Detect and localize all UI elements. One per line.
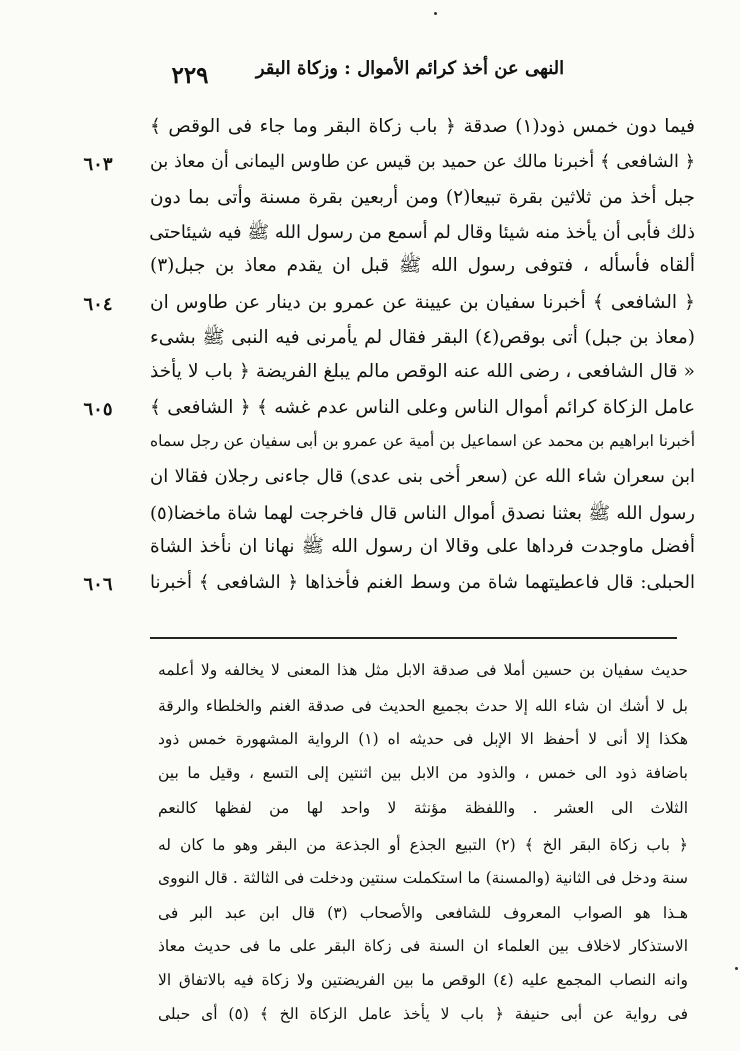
main-text-line: أخبرنا ابراهيم بن محمد عن اسماعيل بن أمية عن عمرو بن أبى سفيان عن رجل سماه bbox=[150, 432, 695, 450]
hadith-number: ٦٠٤ bbox=[83, 294, 113, 315]
hadith-number: ٦٠٣ bbox=[83, 154, 113, 175]
main-text-line: رسول الله ﷺ بعثنا نصدق أموال الناس قال فاخرجت لهما شاة ماخضا(٥) bbox=[150, 503, 695, 524]
main-text-line: أفضل ماوجدت فرداها على وقالا ان رسول الله ﷺ نهانا ان نأخذ الشاة bbox=[150, 536, 695, 557]
footnote-line: الاستذكار لاخلاف بين العلماء ان السنة فى زكاة البقر على ما فى حديث معاذ bbox=[158, 937, 688, 955]
footnote-line: وانه النصاب المجمع عليه (٤) الوقص ما بين الفريضتين ولا زكاة فيه بالاتفاق الا bbox=[158, 971, 688, 989]
footnote-line: هكذا إلا أنى لا أحفظ الا الإبل فى حديثه اه (١) الرواية المشهورة خمس ذود bbox=[158, 730, 688, 748]
running-header: النهى عن أخذ كرائم الأموال : وزكاة البقر bbox=[255, 58, 565, 79]
footnote-line: ﴿ باب زكاة البقر الخ ﴾ (٢) التبيع الجذع أو الجذعة من البقر وهو ما كان له bbox=[158, 836, 688, 854]
hadith-number: ٦٠٦ bbox=[83, 574, 113, 595]
footnote-line: الثلاث الى العشر . واللفظة مؤنثة لا واحد لها من لفظها كالنعم bbox=[158, 799, 688, 817]
main-text-line: ابن سعران شاء الله عن (سعر أخى بنى عدى) قال جاءنى رجلان فقالا ان bbox=[150, 466, 695, 487]
main-text-line: عامل الزكاة كرائم أموال الناس وعلى الناس عدم غشه ﴾ ﴿ الشافعى ﴾ bbox=[150, 397, 695, 418]
print-speck bbox=[434, 12, 437, 15]
main-text-line: ﴿ الشافعى ﴾ أخبرنا مالك عن حميد بن قيس عن طاوس اليمانى أن معاذ بن bbox=[150, 152, 695, 172]
main-text-line: ﴿ الشافعى ﴾ أخبرنا سفيان بن عيينة عن عمرو بن دينار عن طاوس ان bbox=[150, 292, 695, 313]
main-text-line: الحبلى: قال فاعطيتهما شاة من وسط الغنم فأخذاها ﴿ الشافعى ﴾ أخبرنا bbox=[150, 572, 695, 593]
footnote-line: سنة ودخل فى الثانية (والمسنة) ما استكملت سنتين ودخلت فى الثالثة . قال النووى bbox=[158, 869, 688, 887]
footnote-line: هـذا هو الصواب المعروف للشافعى والأصحاب (٣) قال ابن عبد البر فى bbox=[158, 904, 689, 922]
main-text-line: (معاذ بن جبل) أتى بوقص(٤) البقر فقال لم يأمرنى فيه النبى ﷺ بشىء bbox=[150, 327, 695, 348]
main-text-line: ألقاه فأسأله ، فتوفى رسول الله ﷺ قبل ان يقدم معاذ بن جبل(٣) bbox=[150, 255, 695, 276]
main-text-line: « قال الشافعى ، رضى الله عنه الوقص مالم يبلغ الفريضة ﴿ باب لا يأخذ bbox=[150, 361, 695, 382]
footnote-separator-rule bbox=[150, 637, 677, 639]
footnote-line: فى رواية عن أبى حنيفة ﴿ باب لا يأخذ عامل الزكاة الخ ﴾ (٥) أى حبلى bbox=[158, 1005, 688, 1023]
hadith-number: ٦٠٥ bbox=[83, 399, 113, 420]
footnote-line: بل لا أشك ان شاء الله إلا حدث بجميع الحديث فى صدقة الغنم والخلطاء والرقة bbox=[158, 697, 688, 715]
main-text-line: فيما دون خمس ذود(١) صدقة ﴿ باب زكاة البقر وما جاء فى الوقص ﴾ bbox=[150, 116, 695, 137]
footnote-line: حديث سفيان بن حسين أملا فى صدقة الابل مثل هذا المعنى لا يخالفه ولا أعلمه bbox=[158, 661, 688, 679]
main-text-line: جبل أخذ من ثلاثين بقرة تبيعا(٢) ومن أربعين بقرة مسنة وأتى بما دون bbox=[150, 187, 695, 208]
footnote-line: باضافة ذود الى خمس ، والذود من الابل بين اثنتين إلى التسع ، وقيل ما بين bbox=[158, 764, 688, 782]
page-number: ٢٢٩ bbox=[171, 62, 209, 89]
print-speck bbox=[735, 967, 738, 970]
main-text-line: ذلك فأبى أن يأخذ منه شيئا وقال لم أسمع من رسول الله ﷺ فيه شيئاحتى bbox=[149, 222, 695, 243]
